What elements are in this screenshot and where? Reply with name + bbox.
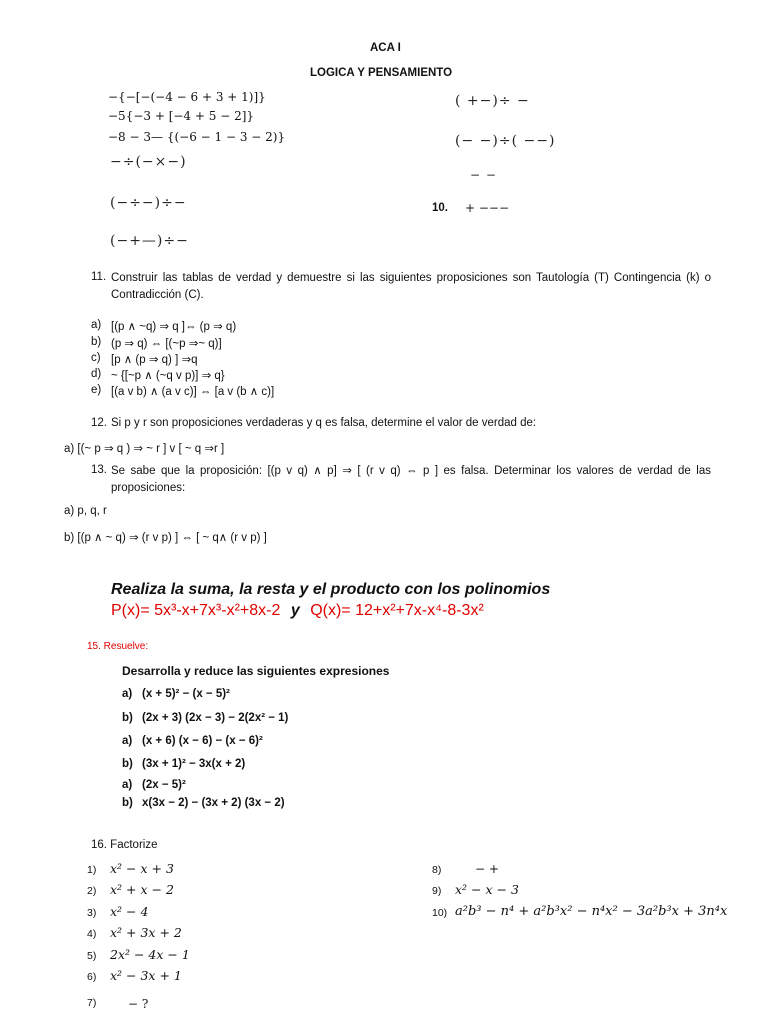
q15-item-3-expr: (x + 6) (x − 6) − (x − 6)²: [142, 735, 263, 747]
q15-heading: Desarrolla y reduce las siguientes expresiones: [122, 664, 390, 678]
q15-item-2-expr: (2x + 3) (2x − 3) − 2(2x² − 1): [142, 712, 289, 724]
q16-7-num: 7): [87, 997, 97, 1009]
q15-item-5-expr: (2x − 5)²: [142, 779, 186, 791]
q16-10-expr: a²b³ − n⁴ + a²b³x² − n⁴x² − 3a²b³x + 3n⁴x: [455, 904, 728, 919]
q11-c-label: c): [91, 352, 101, 364]
q16-3-expr: x² − 4: [110, 904, 149, 919]
q13-text: Se sabe que la proposición: [(p v q) ∧ p] ⇒ [ (r v q) ⇔ p ] es falsa. Determinar los valores de verdad de las proposiciones:: [111, 465, 711, 494]
q16-1-expr: x² − x + 3: [110, 861, 174, 876]
q16-6-expr: x² − 3x + 1: [110, 968, 182, 983]
q16-6-num: 6): [87, 971, 97, 983]
arith-op-1: −{−[−(−4 − 6 + 3 + 1)]}: [108, 90, 266, 104]
q16-7-expr: − ?: [128, 997, 149, 1011]
q16-2-num: 2): [87, 885, 97, 897]
q11-c-expr: [p ∧ (p ⇒ q) ] ⇒q: [111, 354, 198, 366]
frac-op-left-2: (−÷−)÷−: [110, 195, 187, 211]
page-subtitle: LOGICA Y PENSAMIENTO: [310, 67, 453, 79]
q-expr: 12+x²+7x-x⁴-8-3x²: [355, 602, 484, 619]
q15-item-3-label: a): [122, 735, 133, 747]
frac-op-right-3: − −: [470, 168, 497, 182]
q15-item-1-label: a): [122, 688, 133, 700]
q16-1-num: 1): [87, 864, 97, 876]
p-expr: 5x³-x+7x³-x²+8x-2: [154, 602, 281, 619]
q16-4-num: 4): [87, 928, 97, 940]
q16-9-num: 9): [432, 885, 442, 897]
q11-d-expr: ~ {[~p ∧ (~q v p)] ⇒ q}: [111, 370, 225, 382]
q16-heading: 16. Factorize: [91, 839, 158, 851]
q16-5-expr: 2x² − 4x − 1: [110, 947, 190, 962]
q12-number: 12.: [91, 417, 107, 429]
q11-a-label: a): [91, 319, 102, 331]
q15-item-4-expr: (3x + 1)² − 3x(x + 2): [142, 758, 246, 770]
q16-10-num: 10): [432, 907, 448, 919]
frac-op-right-1: ( +−)÷ −: [455, 93, 530, 109]
q15-item-5-label: a): [122, 779, 133, 791]
poly-line: [111, 602, 484, 620]
q13-a: a) p, q, r: [64, 505, 107, 517]
q11-text: Construir las tablas de verdad y demuestre si las siguientes proposiciones son Tautología (T) Contingencia (k) o Contradicción (C).: [111, 272, 711, 301]
q11-b-label: b): [91, 336, 102, 348]
arith-op-2: −5{−3 + [−4 + 5 − 2]}: [108, 109, 255, 123]
q12-text: Si p y r son proposiciones verdaderas y q es falsa, determine el valor de verdad de:: [111, 417, 537, 429]
p-label: P(x)=: [111, 602, 155, 619]
frac-op-right-2: (− −)÷( −−): [455, 133, 556, 149]
q13-b: b) [(p ∧ ~ q) ⇒ (r v p) ] ⇔ [ ~ q∧ (r v p) ]: [64, 532, 267, 544]
q11-e-expr: [(a v b) ∧ (a v c)] ⇔ [a v (b ∧ c)]: [111, 386, 275, 398]
item-10-expr: + −−−: [465, 201, 510, 215]
poly-y: y: [290, 602, 300, 619]
q16-3-num: 3): [87, 907, 97, 919]
q16-2-expr: x² + x − 2: [110, 882, 174, 897]
item-10-number: 10.: [432, 202, 448, 214]
frac-op-left-3: (−+—)÷−: [110, 233, 189, 249]
q11-d-label: d): [91, 368, 102, 380]
q11-number: 11.: [91, 271, 107, 283]
page-title: ACA I: [370, 42, 401, 54]
q11-b-expr: (p ⇒ q) ⇔ [(~p ⇒~ q)]: [111, 338, 222, 350]
q16-8-expr: − +: [475, 862, 499, 876]
q16-9-expr: x² − x − 3: [455, 882, 519, 897]
q13-number: 13.: [91, 464, 107, 476]
q11-a-expr: [(p ∧ ~q) ⇒ q ]⇔ (p ⇒ q): [111, 321, 237, 333]
q12-a: a) [(~ p ⇒ q ) ⇒ ~ r ] v [ ~ q ⇒r ]: [64, 443, 225, 455]
frac-op-left-1: −÷(−×−): [110, 154, 187, 170]
q15-label: 15. Resuelve:: [87, 641, 149, 652]
q15-item-1-expr: (x + 5)² − (x − 5)²: [142, 688, 230, 700]
q16-5-num: 5): [87, 950, 97, 962]
q15-item-2-label: b): [122, 712, 133, 724]
q16-4-expr: x² + 3x + 2: [110, 925, 182, 940]
q15-item-4-label: b): [122, 758, 133, 770]
poly-heading: Realiza la suma, la resta y el producto con los polinomios: [111, 581, 551, 598]
q-label: Q(x)=: [310, 602, 356, 619]
q15-item-6-label: b): [122, 797, 133, 809]
q15-item-6-expr: x(3x − 2) − (3x + 2) (3x − 2): [142, 797, 285, 809]
q16-8-num: 8): [432, 864, 442, 876]
q11-e-label: e): [91, 384, 102, 396]
arith-op-3: −8 − 3— {(−6 − 1 − 3 − 2)}: [108, 130, 286, 144]
